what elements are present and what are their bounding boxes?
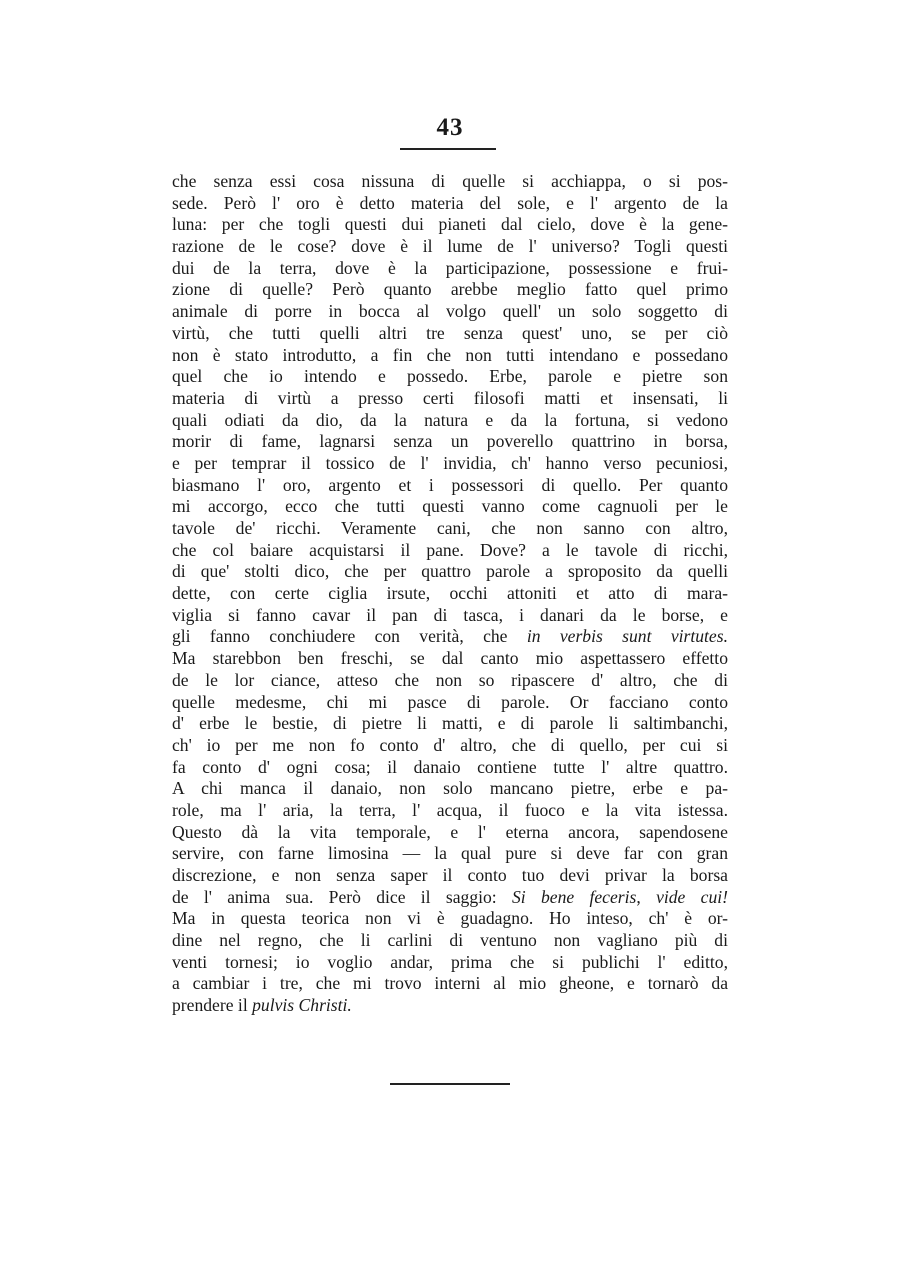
text-line: dui de la terra, dove è la participazione, possessione e frui- [172, 257, 728, 278]
text-line: Ma in questa teorica non vi è guadagno. Ho inteso, ch' è or- [172, 908, 728, 929]
text-line: virtù, che tutti quelli altri tre senza quest' uno, se per ciò [172, 322, 728, 343]
text-line: zione di quelle? Però quanto arebbe meglio fatto quel primo [172, 279, 728, 300]
text-line: razione de le cose? dove è il lume de l' universo? Togli questi [172, 236, 728, 257]
text-line: di que' stolti dico, che per quattro parole a sproposito da quelli [172, 561, 728, 582]
text-line: mi accorgo, ecco che tutti questi vanno come cagnuoli per le [172, 496, 728, 517]
text-line: e per temprar il tossico de l' invidia, ch' hanno verso pecuniosi, [172, 452, 728, 473]
text-line: viglia si fanno cavar il pan di tasca, i danari da le borse, e [172, 604, 728, 625]
text-line: d' erbe le bestie, di pietre li matti, e di parole li saltimbanchi, [172, 713, 728, 734]
text-line: gli fanno conchiudere con verità, che in verbis sunt virtutes. [172, 626, 728, 647]
italic-phrase: pulvis Christi. [252, 995, 352, 1016]
text-line: dine nel regno, che li carlini di ventuno non vagliano più di [172, 930, 728, 951]
page-number: 43 [436, 114, 464, 141]
text-line: venti tornesi; io voglio andar, prima che si publichi l' editto, [172, 951, 728, 972]
header-rule [400, 148, 496, 150]
text-line: ch' io per me non fo conto d' altro, che di quello, per cui si [172, 734, 728, 755]
text-line: che senza essi cosa nissuna di quelle si acchiappa, o si pos- [172, 171, 728, 191]
text-line: sede. Però l' oro è detto materia del sole, e l' argento de la [172, 192, 728, 213]
text-line: quali odiati da dio, da la natura e da la fortuna, si vedono [172, 409, 728, 430]
text-line: dette, con certe ciglia irsute, occhi attoniti et atto di mara- [172, 583, 728, 604]
text-line: a cambiar i tre, che mi trovo interni al mio gheone, e tornarò da [172, 973, 728, 994]
text-line: morir di fame, lagnarsi senza un poverello quattrino in borsa, [172, 431, 728, 452]
text-line: Questo dà la vita temporale, e l' eterna ancora, sapendosene [172, 821, 728, 842]
text-line: de l' anima sua. Però dice il saggio: Si bene feceris, vide cui! [172, 886, 728, 907]
text-line: tavole de' ricchi. Veramente cani, che non sanno con altro, [172, 518, 728, 538]
italic-phrase: vide cui! [656, 886, 728, 907]
text-line: Ma starebbon ben freschi, se dal canto mio aspettassero effetto [172, 648, 728, 669]
text-line: fa conto d' ogni cosa; il danaio contiene tutte l' altre quattro. [172, 756, 728, 777]
italic-phrase: in verbis sunt virtutes. [526, 626, 728, 647]
text-line: che col baiare acquistarsi il pane. Dove? a le tavole di ricchi, [172, 539, 728, 560]
italic-phrase: Si bene feceris [511, 886, 637, 907]
text-line: de le lor ciance, atteso che non so ripascere d' altro, che di [172, 669, 728, 690]
body-text [172, 171, 728, 1017]
text-line: servire, con farne limosina — la qual pure si deve far con gran [172, 843, 728, 864]
text-line: materia di virtù a presso certi filosofi matti et insensati, li [172, 387, 728, 408]
text-line: animale di porre in bocca al volgo quell' un solo soggetto di [172, 301, 728, 322]
footer-rule [390, 1083, 510, 1085]
text-line: quel che io intendo e possedo. Erbe, parole e pietre son [172, 366, 728, 387]
text-line: prendere il pulvis Christi. [172, 995, 352, 1016]
text-line: role, ma l' aria, la terra, l' acqua, il fuoco e la vita istessa. [172, 799, 728, 820]
text-line: quelle medesme, chi mi pasce di parole. Or facciano conto [172, 691, 728, 712]
text-line: non è stato introdutto, a fin che non tutti intendano e possedano [172, 344, 728, 365]
text-line: biasmano l' oro, argento et i possessori di quello. Per quanto [172, 474, 728, 495]
text-line: luna: per che togli questi dui pianeti dal cielo, dove è la gene- [172, 214, 728, 235]
text-line: discrezione, e non senza saper il conto tuo devi privar la borsa [172, 865, 728, 885]
text-line: A chi manca il danaio, non solo mancano pietre, erbe e pa- [172, 778, 728, 799]
